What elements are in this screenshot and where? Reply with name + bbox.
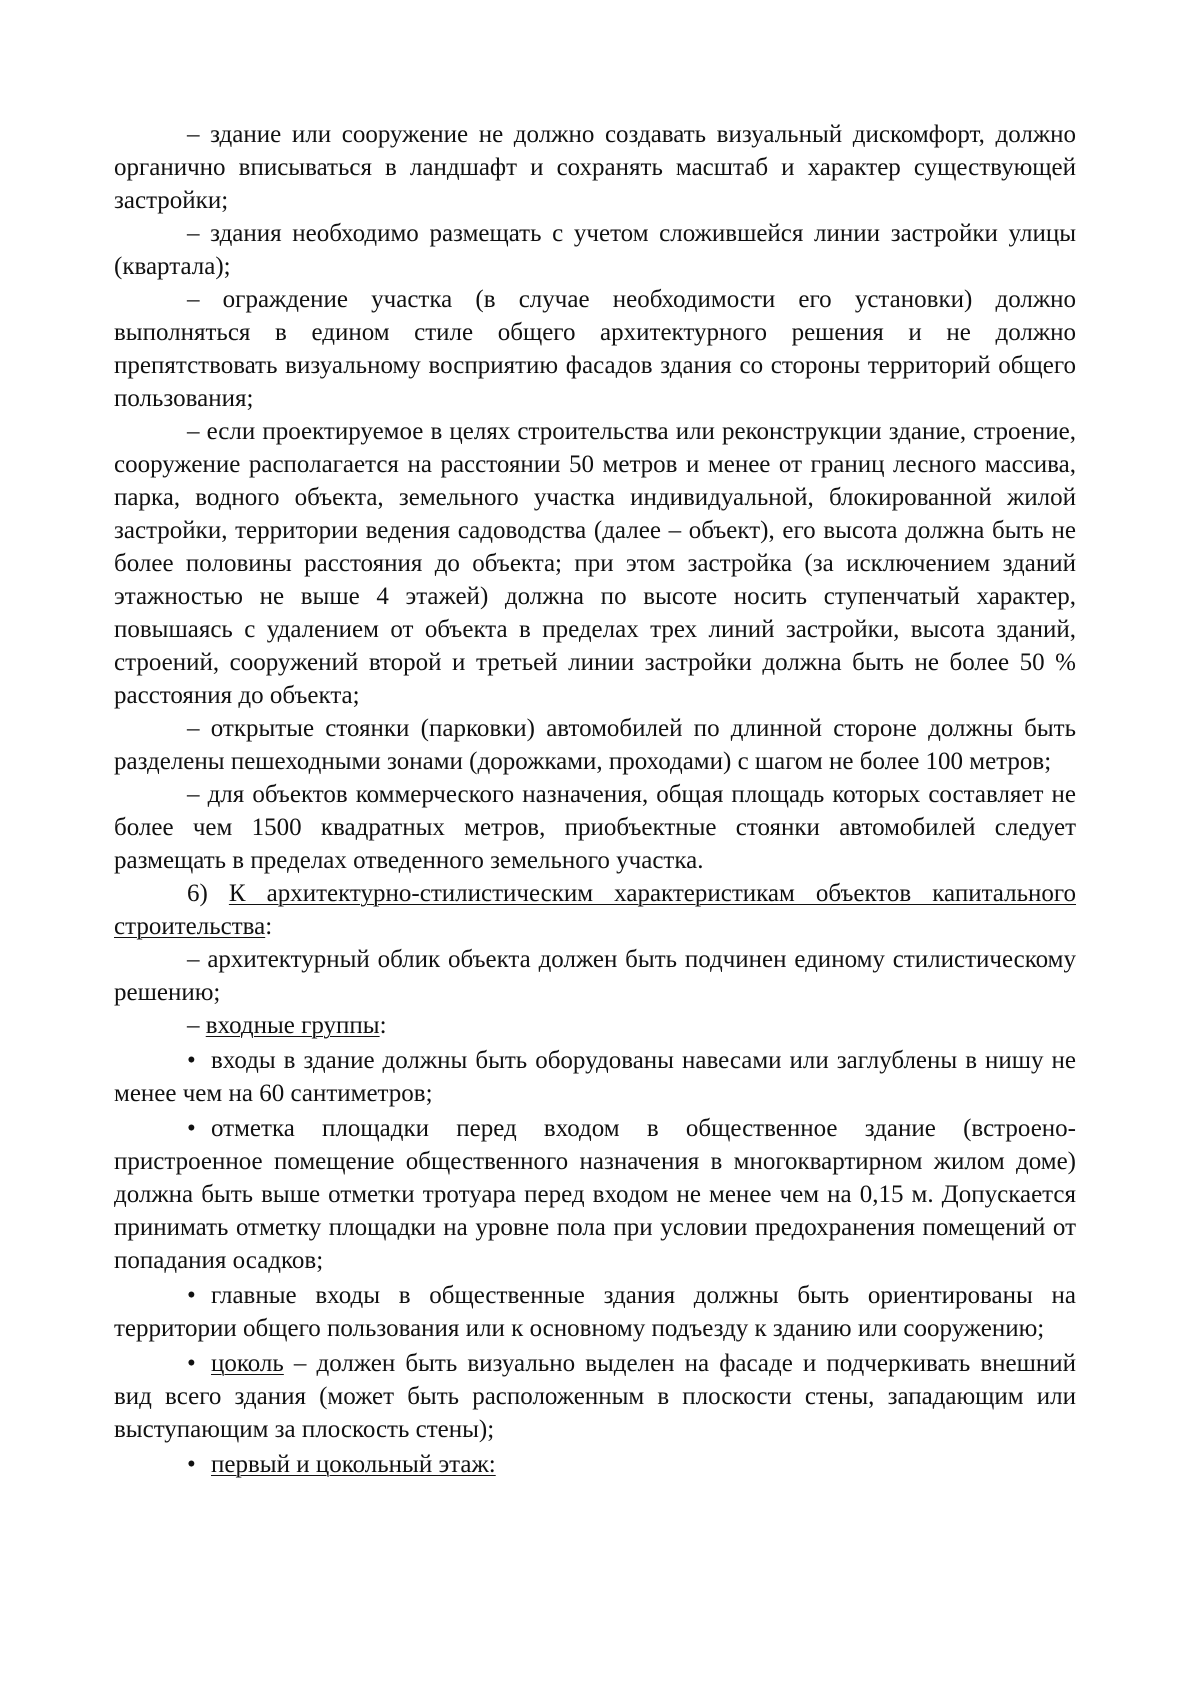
bullet-item-plinth [114,1345,1076,1446]
bullet-icon: • [187,1282,196,1309]
bullet-item-canopies [114,1042,1076,1110]
bullet-icon: • [187,1115,196,1142]
bullet-icon: • [187,1350,196,1377]
section-heading-underlined: К архитектурно-стилистическим характеристикам объектов капитального строительства [114,880,1077,940]
bullet-text: отметка площадки перед входом в общественное здание (встроено-пристроенное помещение общественного назначения в многоквартирном жилом доме) должна быть выше отметки тротуара перед входом не менее чем на 0,15 м. Допускается принимать отметку площадки на уровне пола при условии предохранения помещений от попадания осадков; [114,1115,1076,1274]
plinth-underlined: цоколь [211,1350,284,1377]
dash: – [187,1012,206,1039]
entrance-groups-underlined: входные группы [205,1012,380,1039]
document-page [114,118,1076,1481]
bullet-icon: • [187,1451,196,1478]
first-floor-underlined: первый и цокольный этаж: [211,1451,496,1478]
paragraph-building-line: – здания необходимо размещать с учетом сложившейся линии застройки улицы (квартала); [114,220,1076,280]
entrance-groups-colon: : [379,1012,387,1039]
bullet-icon: • [187,1047,196,1074]
bullet-text: входы в здание должны быть оборудованы навесами или заглублены в нишу не менее чем на 60 сантиметров; [114,1047,1076,1107]
paragraph-fencing: – ограждение участка (в случае необходимости его установки) должно выполняться в едином стиле общего архитектурного решения и не должно препятствовать визуальному восприятию фасадов здания со стороны территорий общего пользования; [114,286,1076,412]
bullet-item-platform-level [114,1110,1076,1277]
bullet-text: – должен быть визуально выделен на фасаде и подчеркивать внешний вид всего здания (может быть расположенным в плоскости стены, западающим или выступающим за плоскость стены); [114,1350,1076,1443]
section-heading-colon: : [265,913,273,940]
section-number: 6) [187,880,208,907]
paragraph-section-6 [114,877,1076,943]
paragraph-architectural-look: – архитектурный облик объекта должен быть подчинен единому стилистическому решению; [114,946,1076,1006]
paragraph-visual-comfort: – здание или сооружение не должно создавать визуальный дискомфорт, должно органично вписываться в ландшафт и сохранять масштаб и характер существующей застройки; [114,121,1076,214]
bullet-item-main-entrances [114,1277,1076,1345]
paragraph-entrance-groups [114,1009,1076,1042]
paragraph-parking-zones: – открытые стоянки (парковки) автомобилей по длинной стороне должны быть разделены пешеходными зонами (дорожками, проходами) с шагом не более 100 метров; [114,715,1076,775]
bullet-text: главные входы в общественные здания должны быть ориентированы на территории общего пользования или к основному подъезду к зданию или сооружению; [114,1282,1076,1342]
paragraph-commercial-parking: – для объектов коммерческого назначения, общая площадь которых составляет не более чем 1500 квадратных метров, приобъектные стоянки автомобилей следует размещать в пределах отведенного земельного участка. [114,781,1076,874]
paragraph-height-limit: – если проектируемое в целях строительства или реконструкции здание, строение, сооружение располагается на расстоянии 50 метров и менее от границ лесного массива, парка, водного объекта, земельного участка индивидуальной, блокированной жилой застройки, территории ведения садоводства (далее – объект), его высота должна быть не более половины расстояния до объекта; при этом застройка (за исключением зданий этажностью не выше 4 этажей) должна по высоте носить ступенчатый характер, повышаясь с удалением от объекта в пределах трех линий застройки, высота зданий, строений, сооружений второй и третьей линии застройки должна быть не более 50 % расстояния до объекта; [114,418,1076,709]
bullet-item-first-floor [114,1446,1076,1481]
